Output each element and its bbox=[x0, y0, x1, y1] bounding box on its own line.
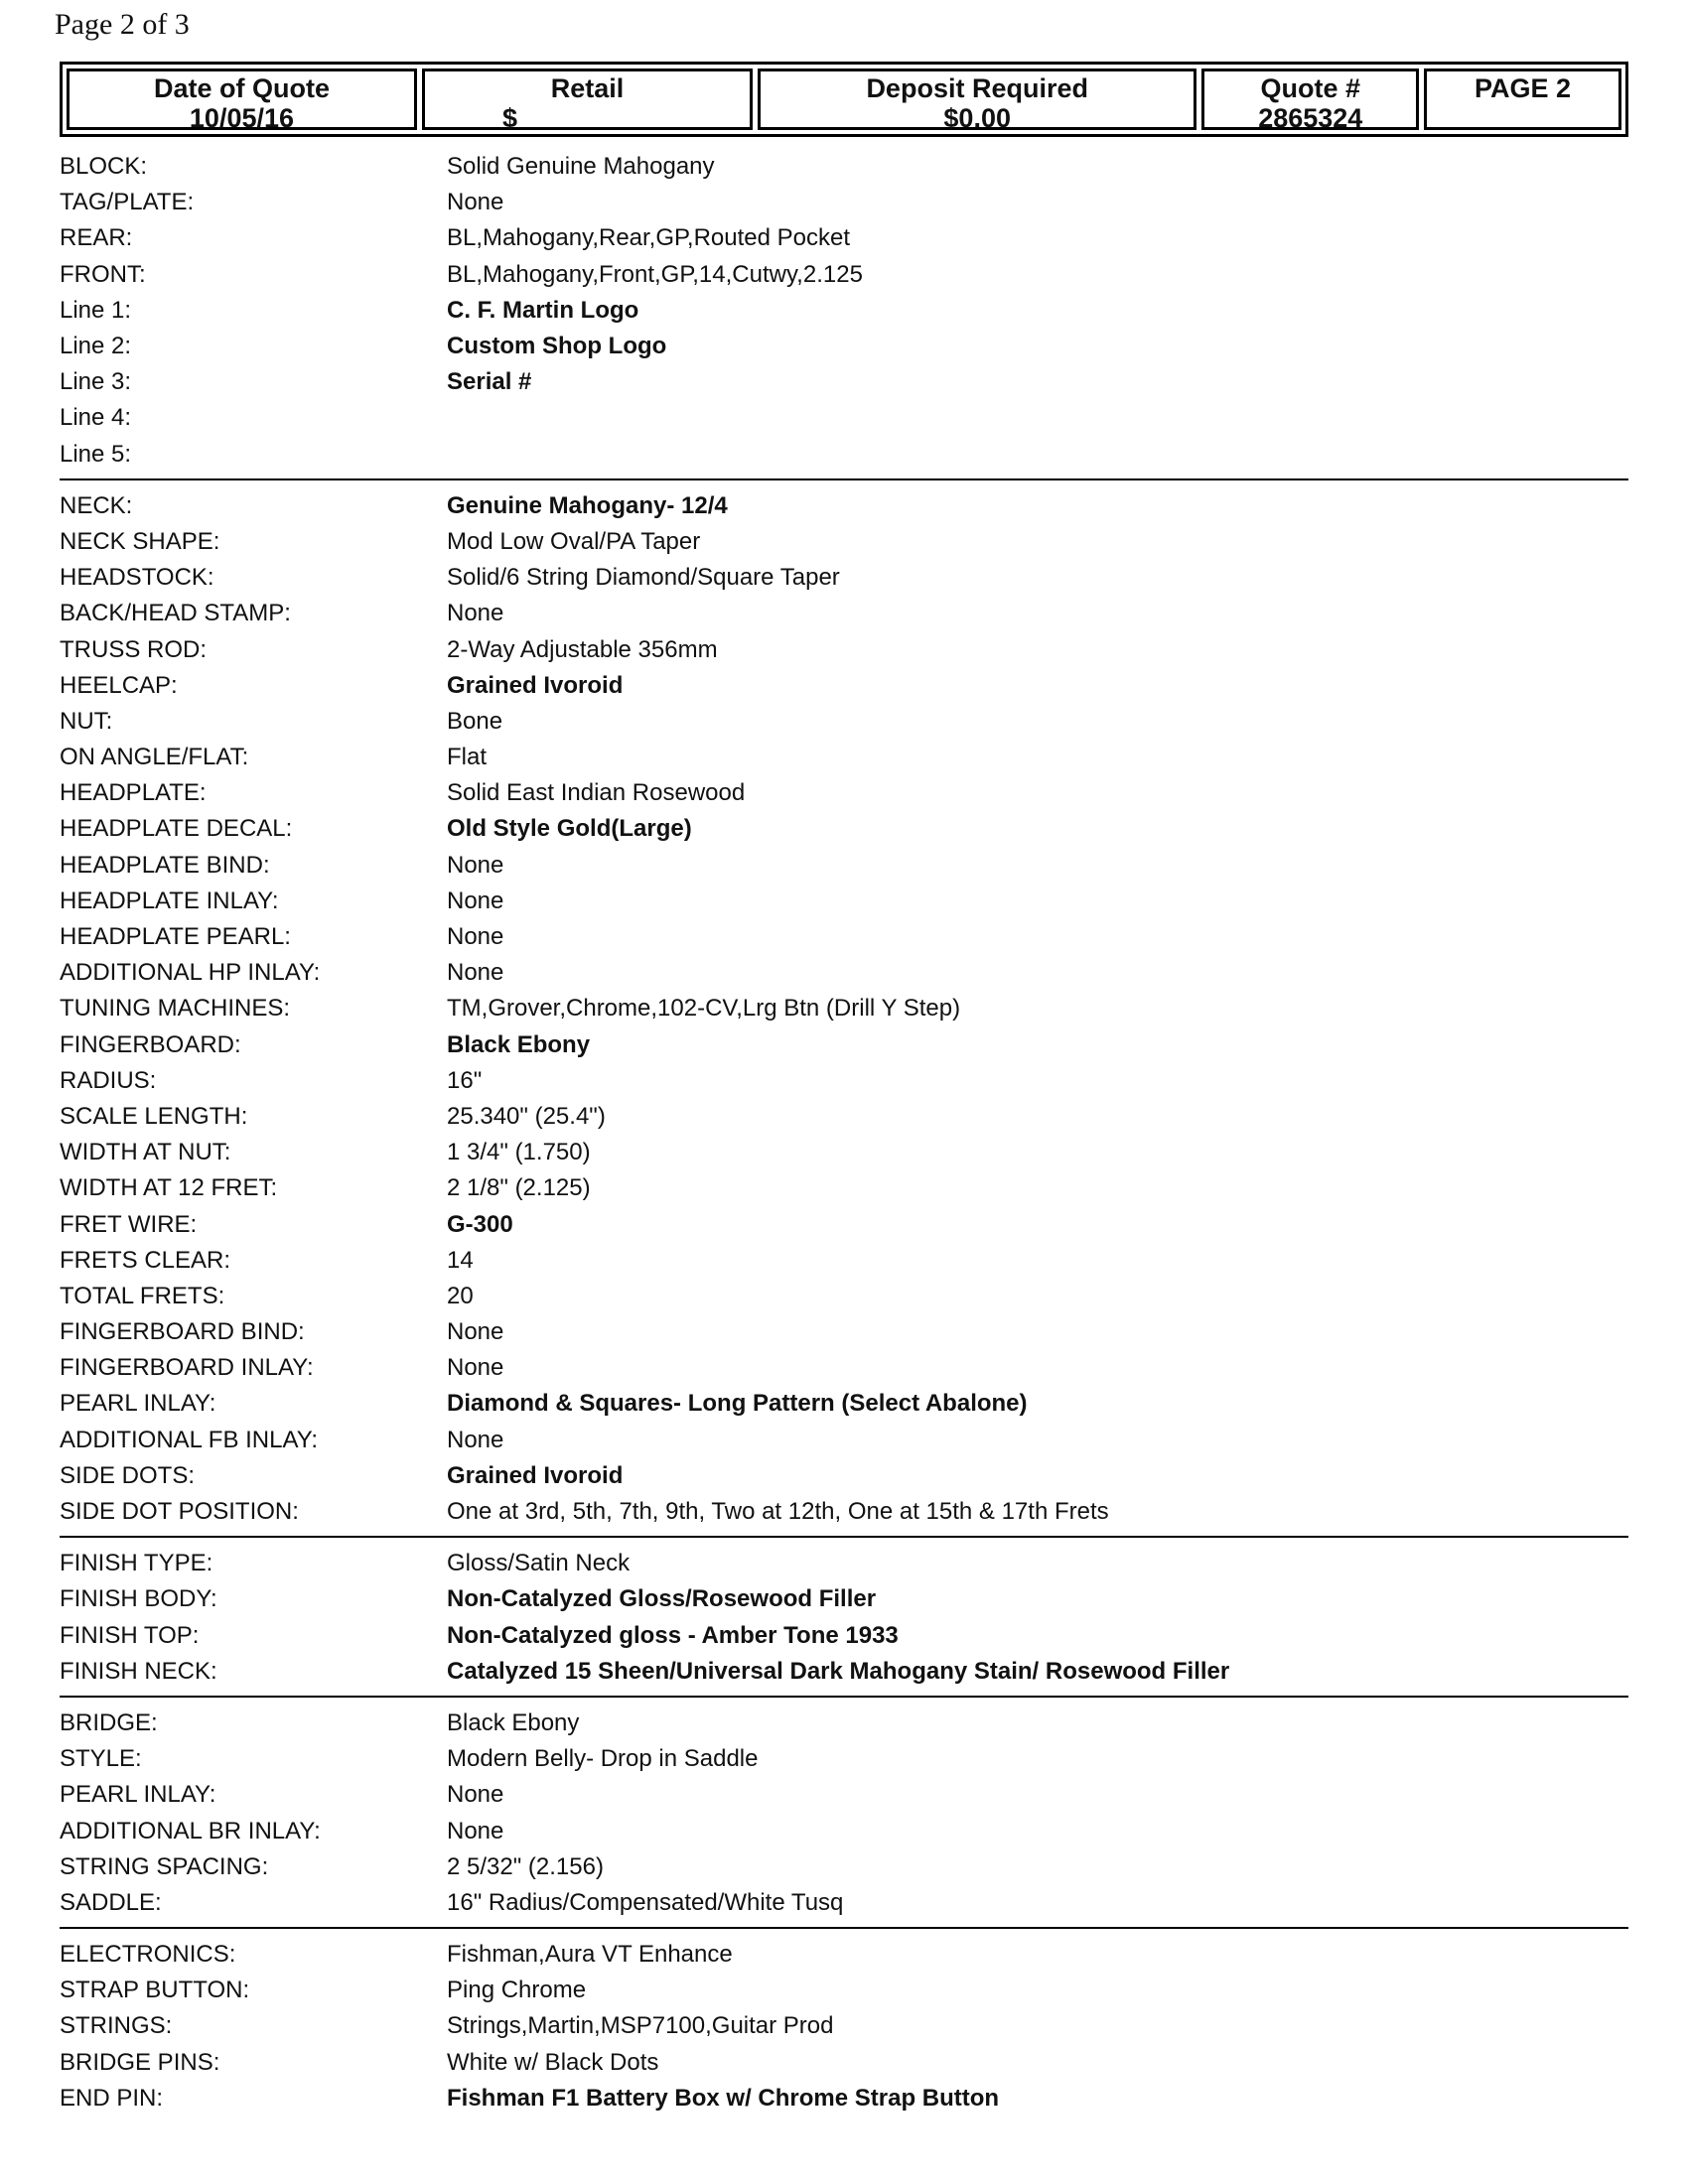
spec-label: FINGERBOARD: bbox=[60, 1030, 241, 1058]
spec-row bbox=[60, 1813, 1628, 1848]
spec-value: Ping Chrome bbox=[447, 1977, 587, 2004]
spec-label: FINISH TOP: bbox=[60, 1621, 200, 1649]
spec-row bbox=[60, 293, 1628, 329]
spec-row bbox=[60, 364, 1628, 400]
deposit-required-value: $0.00 bbox=[943, 103, 1011, 133]
date-of-quote-label: Date of Quote bbox=[153, 73, 330, 103]
spec-row bbox=[60, 1741, 1628, 1777]
spec-label: FINISH NECK: bbox=[60, 1657, 217, 1685]
spec-value: None bbox=[447, 1426, 504, 1453]
spec-label: Line 5: bbox=[60, 440, 132, 468]
spec-row bbox=[60, 848, 1628, 884]
deposit-required-cell bbox=[758, 68, 1196, 133]
spec-label: SIDE DOT POSITION: bbox=[60, 1498, 299, 1526]
spec-row bbox=[60, 1849, 1628, 1885]
spec-value: 20 bbox=[447, 1282, 474, 1309]
spec-row bbox=[60, 1494, 1628, 1530]
spec-label: ELECTRONICS: bbox=[60, 1941, 236, 1969]
spec-label: ADDITIONAL FB INLAY: bbox=[60, 1426, 319, 1453]
spec-value: None bbox=[447, 189, 504, 216]
spec-value: None bbox=[447, 1817, 504, 1844]
spec-row bbox=[60, 1546, 1628, 1581]
spec-value: Solid/6 String Diamond/Square Taper bbox=[447, 564, 840, 592]
spec-row bbox=[60, 668, 1628, 704]
spec-value: Genuine Mahogany- 12/4 bbox=[447, 491, 728, 519]
spec-value: None bbox=[447, 851, 504, 879]
date-of-quote-value: 10/05/16 bbox=[189, 103, 295, 133]
spec-section bbox=[60, 1937, 1628, 2122]
page-number-label: Page 2 of 3 bbox=[55, 8, 190, 41]
spec-row bbox=[60, 1458, 1628, 1494]
quote-header-row bbox=[67, 68, 1621, 133]
spec-row bbox=[60, 1314, 1628, 1350]
spec-label: HEADPLATE INLAY: bbox=[60, 887, 279, 914]
spec-label: STRINGS: bbox=[60, 2012, 173, 2040]
spec-value: 16" bbox=[447, 1066, 483, 1094]
spec-row bbox=[60, 1170, 1628, 1206]
spec-value: Modern Belly- Drop in Saddle bbox=[447, 1745, 759, 1773]
spec-row bbox=[60, 631, 1628, 667]
spec-label: FRETS CLEAR: bbox=[60, 1246, 231, 1274]
spec-value: Grained Ivoroid bbox=[447, 1461, 624, 1489]
spec-value: Bone bbox=[447, 707, 503, 735]
spec-label: Line 4: bbox=[60, 404, 132, 432]
spec-row bbox=[60, 149, 1628, 185]
spec-value: Black Ebony bbox=[447, 1030, 591, 1058]
spec-value: BL,Mahogany,Front,GP,14,Cutwy,2.125 bbox=[447, 260, 863, 288]
spec-row bbox=[60, 400, 1628, 436]
spec-label: HEADPLATE DECAL: bbox=[60, 815, 293, 843]
spec-row bbox=[60, 560, 1628, 596]
spec-row bbox=[60, 1885, 1628, 1921]
spec-value: Custom Shop Logo bbox=[447, 333, 667, 360]
quote-header-table bbox=[60, 62, 1628, 137]
quote-number-value: 2865324 bbox=[1258, 103, 1363, 133]
spec-row bbox=[60, 1135, 1628, 1170]
retail-label: Retail bbox=[550, 73, 625, 103]
spec-label: Line 2: bbox=[60, 333, 132, 360]
spec-value: 2 1/8" (2.125) bbox=[447, 1174, 591, 1202]
spec-label: NECK: bbox=[60, 491, 133, 519]
deposit-required-label: Deposit Required bbox=[866, 73, 1088, 103]
spec-row bbox=[60, 596, 1628, 631]
spec-label: END PIN: bbox=[60, 2084, 164, 2112]
spec-row bbox=[60, 1243, 1628, 1279]
spec-row bbox=[60, 1581, 1628, 1617]
spec-row bbox=[60, 1973, 1628, 2008]
spec-label: Line 3: bbox=[60, 368, 132, 396]
spec-row bbox=[60, 811, 1628, 847]
spec-value: Grained Ivoroid bbox=[447, 671, 624, 699]
spec-label: FRONT: bbox=[60, 260, 146, 288]
spec-value: Non-Catalyzed Gloss/Rosewood Filler bbox=[447, 1585, 877, 1613]
spec-row bbox=[60, 991, 1628, 1026]
spec-value: None bbox=[447, 887, 504, 914]
spec-label: HEADPLATE: bbox=[60, 779, 207, 807]
spec-row bbox=[60, 524, 1628, 560]
spec-row bbox=[60, 1706, 1628, 1741]
spec-value: Fishman F1 Battery Box w/ Chrome Strap Button bbox=[447, 2084, 1000, 2112]
spec-value: Serial # bbox=[447, 368, 532, 396]
spec-label: HEADPLATE BIND: bbox=[60, 851, 270, 879]
spec-row bbox=[60, 1618, 1628, 1654]
spec-row bbox=[60, 740, 1628, 775]
retail-value: $ bbox=[501, 103, 517, 133]
spec-value: None bbox=[447, 1781, 504, 1809]
spec-row bbox=[60, 1777, 1628, 1813]
spec-value: Fishman,Aura VT Enhance bbox=[447, 1941, 733, 1969]
spec-label: HEELCAP: bbox=[60, 671, 178, 699]
spec-label: BRIDGE PINS: bbox=[60, 2048, 220, 2076]
spec-value: Diamond & Squares- Long Pattern (Select Abalone) bbox=[447, 1390, 1028, 1418]
spec-label: NUT: bbox=[60, 707, 113, 735]
spec-row bbox=[60, 1423, 1628, 1458]
spec-label: ADDITIONAL BR INLAY: bbox=[60, 1817, 321, 1844]
spec-label: FRET WIRE: bbox=[60, 1210, 198, 1238]
spec-row bbox=[60, 919, 1628, 955]
spec-value: 14 bbox=[447, 1246, 474, 1274]
page-cell bbox=[1424, 68, 1621, 130]
spec-value: One at 3rd, 5th, 7th, 9th, Two at 12th, One at 15th & 17th Frets bbox=[447, 1498, 1109, 1526]
spec-value: Gloss/Satin Neck bbox=[447, 1550, 631, 1577]
spec-value: Solid East Indian Rosewood bbox=[447, 779, 746, 807]
spec-label: WIDTH AT 12 FRET: bbox=[60, 1174, 278, 1202]
page-cell-text: PAGE 2 bbox=[1475, 73, 1572, 103]
spec-row bbox=[60, 1063, 1628, 1099]
spec-label: SIDE DOTS: bbox=[60, 1461, 196, 1489]
spec-value: C. F. Martin Logo bbox=[447, 296, 639, 324]
spec-row bbox=[60, 2008, 1628, 2044]
spec-label: STYLE: bbox=[60, 1745, 142, 1773]
spec-label: BACK/HEAD STAMP: bbox=[60, 600, 291, 627]
spec-label: TOTAL FRETS: bbox=[60, 1282, 225, 1309]
spec-value: TM,Grover,Chrome,102-CV,Lrg Btn (Drill Y Step) bbox=[447, 995, 961, 1023]
spec-row bbox=[60, 775, 1628, 811]
spec-row bbox=[60, 220, 1628, 256]
spec-row bbox=[60, 1654, 1628, 1690]
quote-number-cell bbox=[1201, 68, 1419, 133]
spec-label: ADDITIONAL HP INLAY: bbox=[60, 959, 321, 987]
spec-value: Old Style Gold(Large) bbox=[447, 815, 692, 843]
spec-row bbox=[60, 437, 1628, 473]
spec-section bbox=[60, 149, 1628, 480]
spec-value: Solid Genuine Mahogany bbox=[447, 153, 715, 181]
spec-value: White w/ Black Dots bbox=[447, 2048, 659, 2076]
spec-label: FINISH BODY: bbox=[60, 1585, 217, 1613]
spec-label: HEADPLATE PEARL: bbox=[60, 923, 291, 951]
spec-label: TAG/PLATE: bbox=[60, 189, 195, 216]
spec-row bbox=[60, 329, 1628, 364]
spec-value: Mod Low Oval/PA Taper bbox=[447, 527, 701, 555]
spec-row bbox=[60, 1386, 1628, 1422]
spec-label: NECK SHAPE: bbox=[60, 527, 220, 555]
retail-cell bbox=[422, 68, 753, 133]
spec-value: Flat bbox=[447, 744, 488, 771]
spec-value: None bbox=[447, 1318, 504, 1346]
date-of-quote-cell bbox=[67, 68, 417, 133]
spec-row bbox=[60, 257, 1628, 293]
spec-label: BLOCK: bbox=[60, 153, 148, 181]
spec-row bbox=[60, 488, 1628, 524]
spec-label: Line 1: bbox=[60, 296, 132, 324]
spec-label: ON ANGLE/FLAT: bbox=[60, 744, 249, 771]
spec-value: 25.340" (25.4") bbox=[447, 1102, 606, 1130]
spec-section bbox=[60, 1546, 1628, 1698]
spec-label: SADDLE: bbox=[60, 1888, 162, 1916]
spec-value: BL,Mahogany,Rear,GP,Routed Pocket bbox=[447, 224, 851, 252]
quote-number-label: Quote # bbox=[1260, 73, 1361, 103]
spec-row bbox=[60, 2081, 1628, 2116]
spec-label: BRIDGE: bbox=[60, 1708, 158, 1736]
spec-label: STRAP BUTTON: bbox=[60, 1977, 250, 2004]
spec-label: FINGERBOARD BIND: bbox=[60, 1318, 305, 1346]
spec-value: None bbox=[447, 1354, 504, 1382]
spec-value: 16" Radius/Compensated/White Tusq bbox=[447, 1888, 844, 1916]
spec-label: PEARL INLAY: bbox=[60, 1390, 216, 1418]
spec-label: FINGERBOARD INLAY: bbox=[60, 1354, 314, 1382]
spec-label: STRING SPACING: bbox=[60, 1852, 269, 1880]
spec-label: HEADSTOCK: bbox=[60, 564, 214, 592]
spec-value: None bbox=[447, 923, 504, 951]
spec-value: None bbox=[447, 600, 504, 627]
spec-value: Non-Catalyzed gloss - Amber Tone 1933 bbox=[447, 1621, 899, 1649]
spec-label: PEARL INLAY: bbox=[60, 1781, 216, 1809]
spec-value: Strings,Martin,MSP7100,Guitar Prod bbox=[447, 2012, 834, 2040]
spec-label: SCALE LENGTH: bbox=[60, 1102, 248, 1130]
spec-label: REAR: bbox=[60, 224, 133, 252]
spec-section bbox=[60, 488, 1628, 1538]
spec-row bbox=[60, 1350, 1628, 1386]
spec-label: RADIUS: bbox=[60, 1066, 157, 1094]
spec-row bbox=[60, 1937, 1628, 1973]
spec-row bbox=[60, 1099, 1628, 1135]
spec-value: G-300 bbox=[447, 1210, 513, 1238]
spec-label: TRUSS ROD: bbox=[60, 635, 208, 663]
spec-row bbox=[60, 2045, 1628, 2081]
spec-row bbox=[60, 884, 1628, 919]
spec-row bbox=[60, 1027, 1628, 1063]
spec-row bbox=[60, 704, 1628, 740]
spec-row bbox=[60, 1206, 1628, 1242]
spec-row bbox=[60, 1279, 1628, 1314]
spec-section bbox=[60, 1706, 1628, 1929]
spec-value: 2-Way Adjustable 356mm bbox=[447, 635, 718, 663]
spec-list bbox=[60, 149, 1628, 2130]
spec-label: TUNING MACHINES: bbox=[60, 995, 291, 1023]
spec-value: Catalyzed 15 Sheen/Universal Dark Mahogany Stain/ Rosewood Filler bbox=[447, 1657, 1230, 1685]
spec-value: 2 5/32" (2.156) bbox=[447, 1852, 604, 1880]
spec-value: Black Ebony bbox=[447, 1708, 580, 1736]
spec-row bbox=[60, 185, 1628, 220]
spec-row bbox=[60, 955, 1628, 991]
spec-value: None bbox=[447, 959, 504, 987]
spec-label: FINISH TYPE: bbox=[60, 1550, 213, 1577]
spec-label: WIDTH AT NUT: bbox=[60, 1139, 231, 1166]
spec-value: 1 3/4" (1.750) bbox=[447, 1139, 591, 1166]
